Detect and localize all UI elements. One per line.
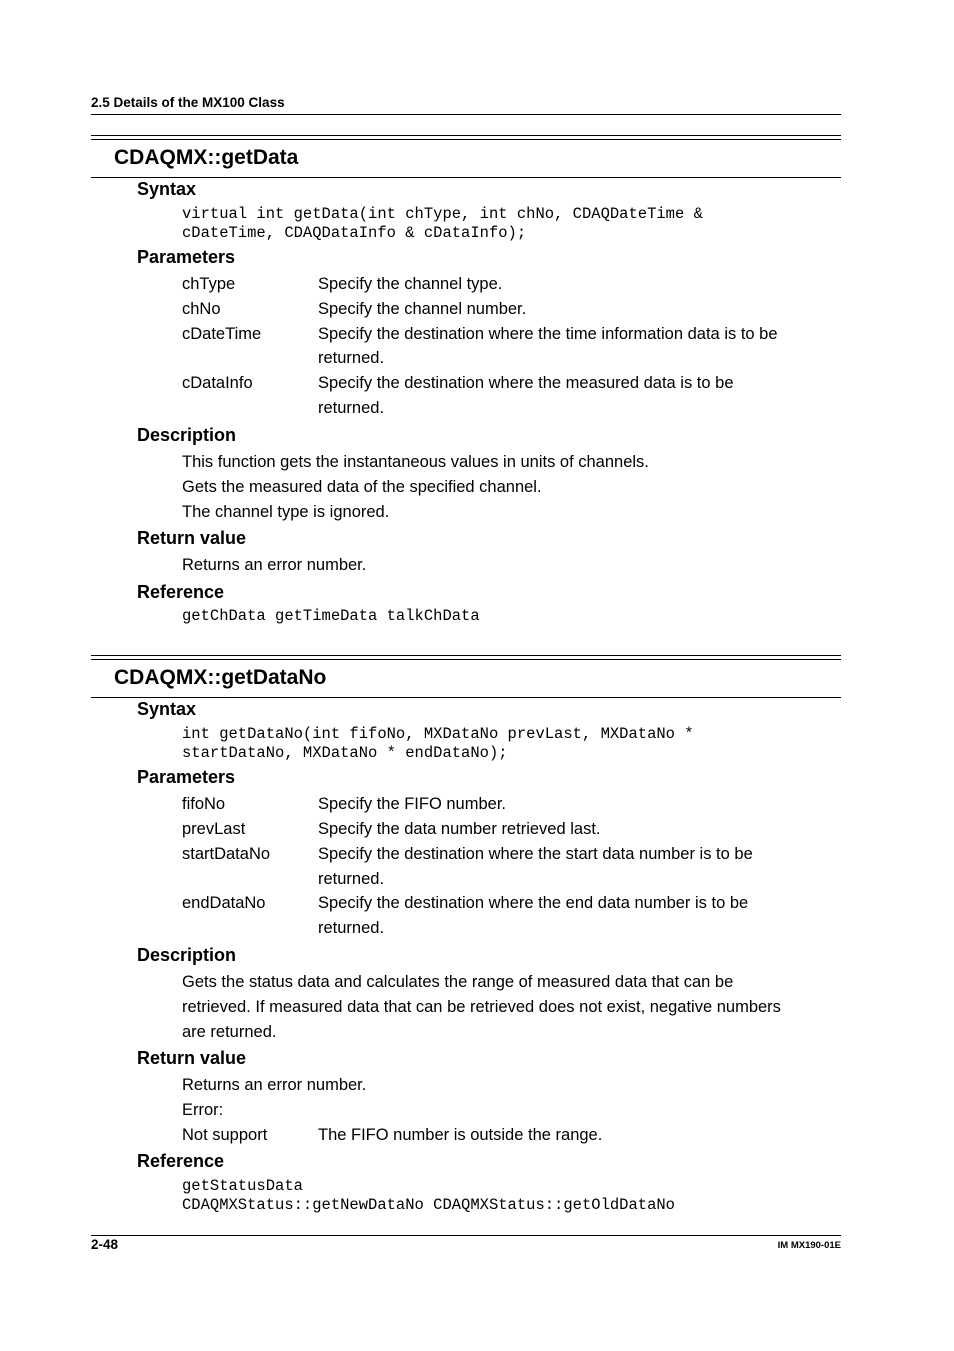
error-desc: The FIFO number is outside the range. <box>318 1126 603 1144</box>
description-line: retrieved. If measured data that can be retrieved does not exist, negative numbers <box>182 998 781 1016</box>
section-rule-top <box>91 139 841 140</box>
description-line: are returned. <box>182 1023 277 1041</box>
reference-line: getStatusData <box>182 1177 303 1195</box>
param-name: chType <box>182 275 236 293</box>
footer-rule <box>91 1235 841 1236</box>
param-desc: Specify the channel type. <box>318 275 503 293</box>
description-heading: Description <box>137 945 237 965</box>
param-desc: Specify the destination where the start data number is to be <box>318 845 753 863</box>
page-number: 2-48 <box>91 1237 119 1252</box>
running-header: 2.5 Details of the MX100 Class <box>91 95 285 110</box>
param-name: chNo <box>182 300 221 318</box>
param-name: cDateTime <box>182 325 262 343</box>
return-line: Error: <box>182 1101 224 1119</box>
param-desc: Specify the data number retrieved last. <box>318 820 601 838</box>
description-line: This function gets the instantaneous values in units of channels. <box>182 453 649 471</box>
return-heading: Return value <box>137 1048 247 1068</box>
reference-heading: Reference <box>137 1151 225 1171</box>
param-name: endDataNo <box>182 894 266 912</box>
param-desc: returned. <box>318 919 385 937</box>
description-line: Gets the status data and calculates the range of measured data that can be <box>182 973 734 991</box>
document-id: IM MX190-01E <box>777 1240 841 1251</box>
parameters-heading: Parameters <box>137 767 236 787</box>
syntax-line: startDataNo, MXDataNo * endDataNo); <box>182 744 508 762</box>
section-rule-top <box>91 659 841 660</box>
param-desc: Specify the destination where the measured data is to be <box>318 374 734 392</box>
param-name: startDataNo <box>182 845 271 863</box>
section-rule-bottom <box>91 697 841 698</box>
syntax-heading: Syntax <box>137 179 197 199</box>
param-desc: Specify the channel number. <box>318 300 527 318</box>
parameters-heading: Parameters <box>137 247 236 267</box>
syntax-line: cDateTime, CDAQDataInfo & cDataInfo); <box>182 224 527 242</box>
description-line: Gets the measured data of the specified channel. <box>182 478 542 496</box>
param-name: prevLast <box>182 820 246 838</box>
return-line: Returns an error number. <box>182 556 367 574</box>
reference-line: getChData getTimeData talkChData <box>182 607 480 625</box>
param-desc: Specify the destination where the end data number is to be <box>318 894 749 912</box>
param-name: fifoNo <box>182 795 226 813</box>
param-desc: returned. <box>318 870 385 888</box>
description-heading: Description <box>137 425 237 445</box>
param-desc: returned. <box>318 399 385 417</box>
section-title: CDAQMX::getDataNo <box>114 666 327 689</box>
section-title: CDAQMX::getData <box>114 146 299 169</box>
reference-heading: Reference <box>137 582 225 602</box>
syntax-line: virtual int getData(int chType, int chNo, CDAQDateTime & <box>182 205 703 223</box>
param-name: cDataInfo <box>182 374 253 392</box>
section-rule-top <box>91 135 841 136</box>
param-desc: Specify the FIFO number. <box>318 795 506 813</box>
param-desc: returned. <box>318 349 385 367</box>
syntax-heading: Syntax <box>137 699 197 719</box>
description-line: The channel type is ignored. <box>182 503 390 521</box>
return-line: Returns an error number. <box>182 1076 367 1094</box>
section-rule-bottom <box>91 177 841 178</box>
reference-line: CDAQMXStatus::getNewDataNo CDAQMXStatus::getOldDataNo <box>182 1196 675 1214</box>
syntax-line: int getDataNo(int fifoNo, MXDataNo prevLast, MXDataNo * <box>182 725 694 743</box>
section-rule-top <box>91 655 841 656</box>
return-heading: Return value <box>137 528 247 548</box>
error-name: Not support <box>182 1126 268 1144</box>
param-desc: Specify the destination where the time information data is to be <box>318 325 778 343</box>
header-rule <box>91 114 841 115</box>
